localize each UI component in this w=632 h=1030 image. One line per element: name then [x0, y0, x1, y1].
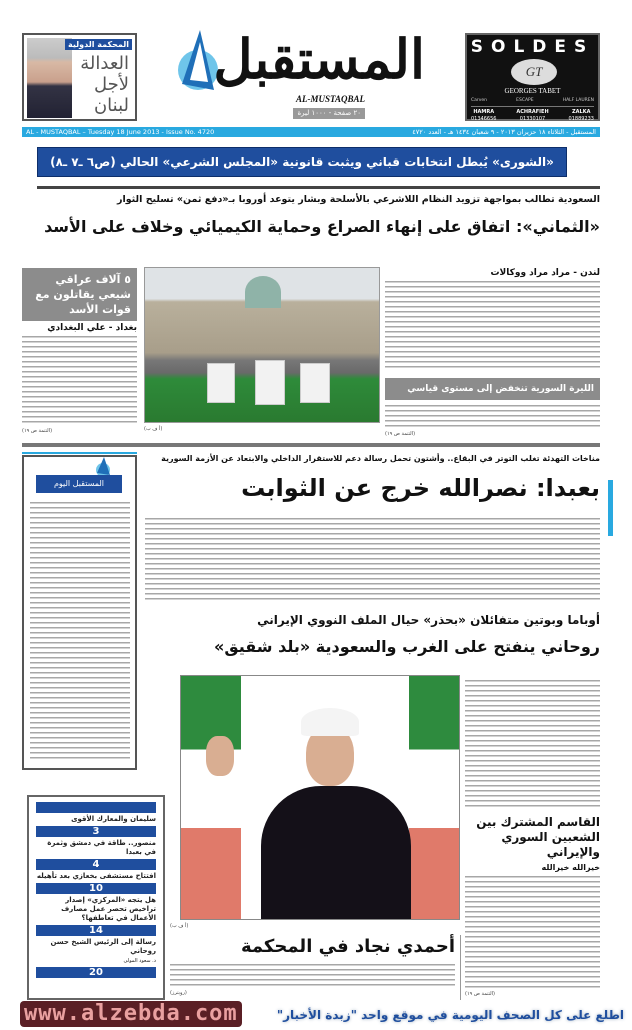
iraq-body-text: [22, 336, 137, 424]
top-banner-headline[interactable]: «الشورى» يُبطل انتخابات قباني ويثبت قانونية «المجلس الشرعي» الحالي (ص٦ ـ٧ ـ٨): [37, 147, 567, 177]
iran-flag: [409, 676, 459, 920]
shop-phone: 01330107: [519, 116, 546, 122]
waving-hand: [206, 736, 234, 776]
today-logo: المستقبل اليوم: [36, 475, 122, 493]
index-page-bar[interactable]: 10: [36, 883, 156, 894]
robe: [261, 786, 411, 920]
divider: [22, 452, 137, 454]
index-page-bar[interactable]: 4: [36, 859, 156, 870]
index-page-bar[interactable]: 3: [36, 826, 156, 837]
index-item[interactable]: افتتاح مستشفى بخعازي بعد تأهيله: [36, 872, 156, 880]
ad-label: Carven: [471, 98, 488, 103]
iraq-headline[interactable]: ٥ آلاف عراقي شيعي يقاتلون مع قوات الأسد: [22, 268, 137, 321]
slogan-line: لأجل: [93, 74, 129, 95]
index-author: د. سعود المولى: [123, 958, 156, 964]
ad-brand: GEORGES TABET: [504, 87, 561, 95]
lead-subhead: السعودية تطالب بمواجهة تزويد النظام اللاشرعي بالأسلحة وبشار يتوعد أوروبا بـ«دفع ثمن» تسليح الثوار: [117, 194, 600, 205]
photo2-credit: (أ ف ب): [170, 923, 189, 929]
index-page-bar[interactable]: 20: [36, 967, 156, 978]
tribunal-badge: المحكمة الدولية: [65, 39, 132, 50]
dateline: [22, 127, 600, 137]
memorial-stone: [300, 363, 330, 403]
promo-text[interactable]: اطلع على كل الصحف اليومية في موقع واحد "زبدة الأخبار": [276, 1008, 624, 1022]
ad-title: SOLDES: [470, 37, 595, 57]
baabda-headline[interactable]: بعبدا: نصرالله خرج عن الثوابت: [241, 474, 600, 502]
turban: [301, 708, 359, 736]
ad-shop: [516, 109, 548, 123]
logo-arabic: المستقبل: [213, 27, 425, 91]
shop-name: ACHRAFIEH: [516, 109, 549, 115]
photo1-credit: (أ ف ب): [144, 426, 163, 432]
lead-body-text: [385, 281, 600, 371]
ad-shops: [471, 106, 594, 123]
iraq-continued: (التتمة ص ١٩): [22, 428, 53, 434]
accent-bar: [608, 480, 613, 536]
ad-shop: [569, 109, 594, 123]
ahmadinejad-body-text: [170, 964, 455, 988]
iran-flag: [181, 676, 241, 920]
lira-subhead: الليرة السورية تنخفض إلى مستوى قياسي: [385, 378, 600, 400]
shop-name: ZALKA: [572, 109, 591, 115]
ad-monogram: GT: [511, 59, 557, 85]
price-strip: ٢٠ صفحة - ١٠٠٠ ليرة: [293, 108, 365, 119]
iraq-byline: بغداد - علي البغدادي: [47, 323, 137, 333]
rouhani-body-text: [465, 680, 600, 808]
tribunal-box: [22, 33, 137, 121]
opinion-headline[interactable]: القاسم المشترك بين الشعبين السوري والإيراني: [476, 815, 600, 859]
today-box: [22, 455, 137, 770]
index-box: [27, 795, 165, 1000]
index-item[interactable]: منصور.. طاقة في دمشق وثمرة في بعبدا: [47, 839, 156, 856]
dome: [245, 276, 281, 308]
ad-shop: [471, 109, 496, 123]
sail-logo-icon: [89, 457, 119, 477]
lira-body-text: [385, 405, 600, 429]
rouhani-photo[interactable]: [180, 675, 460, 920]
belfast-city-hall-photo[interactable]: [144, 267, 380, 423]
baabda-body-text: [145, 518, 600, 600]
index-page-bar[interactable]: [36, 802, 156, 813]
shop-name: HAMRA: [473, 109, 495, 115]
newspaper-logo[interactable]: [150, 28, 425, 123]
opinion-column: [465, 815, 600, 998]
baabda-subhead: مناخات التهدئة تغلب التوتر في البقاع.. وأشتون تحمل رسالة دعم للاستقرار الداخلي والابتعاد عن الأزمة السورية: [161, 454, 600, 463]
memorial-stone: [207, 363, 235, 403]
index-item[interactable]: سليمان والمعارك الأقوى: [71, 815, 156, 823]
lead-headline[interactable]: «الثماني»: اتفاق على إنهاء الصراع وحماية الكيميائي وخلاف على الأسد: [44, 217, 600, 236]
shop-phone: 01889233: [568, 116, 594, 122]
hariri-portrait: [27, 38, 72, 118]
rouhani-subhead: أوباما وبوتين متفائلان «بحذر» حيال الملف النووي الإيراني: [257, 613, 600, 627]
opinion-continued: (التتمة ص ١٩): [465, 991, 496, 997]
dateline-arabic: المستقبل - الثلاثاء ١٨ حزيران ٢٠١٣ - ٩ شعبان ١٤٣٤ هـ - العدد ٤٧٢٠: [412, 128, 596, 136]
ahmadinejad-headline[interactable]: أحمدي نجاد في المحكمة: [240, 936, 455, 957]
index-item[interactable]: هل يتجه «المركزي» إصدار تراخيص تحصر عمل مصارف الأعمال في تعاطفها؟: [61, 896, 156, 922]
soldes-advert[interactable]: [465, 33, 600, 121]
divider: [37, 186, 600, 189]
opinion-author: خيرالله خيرالله: [541, 863, 600, 872]
ad-label: HALF LAUREN: [562, 98, 594, 103]
shop-phone: 01346656: [471, 116, 497, 122]
column-divider: [460, 935, 461, 1000]
memorial-stone: [255, 360, 285, 405]
rouhani-headline[interactable]: روحاني ينفتح على الغرب والسعودية «بلد شقيق»: [214, 637, 600, 656]
opinion-body-text: [465, 876, 600, 988]
ad-label: ESCAPE: [516, 98, 534, 103]
logo-english: AL-MUSTAQBAL: [295, 94, 365, 104]
slogan-line: العدالة: [80, 53, 129, 74]
index-page-bar[interactable]: 14: [36, 925, 156, 936]
lead-byline: لندن - مراد مراد ووكالات: [490, 268, 600, 278]
slogan-line: لبنان: [93, 95, 129, 116]
tribunal-slogan: [80, 53, 129, 116]
index-item[interactable]: رسالة إلى الرئيس الشيخ حسن روحاني: [50, 938, 156, 955]
ad-labels: [471, 98, 594, 104]
divider: [22, 443, 600, 447]
dateline-english: AL - MUSTAQBAL – Tuesday 18 June 2013 - Issue No. 4720: [26, 128, 215, 136]
site-url-link[interactable]: www.alzebda.com: [20, 1001, 242, 1027]
ahmadinejad-credit: (رويترز): [170, 990, 187, 996]
today-body-text: [30, 502, 130, 762]
lead-continued: (التتمة ص ١٩): [385, 431, 416, 437]
